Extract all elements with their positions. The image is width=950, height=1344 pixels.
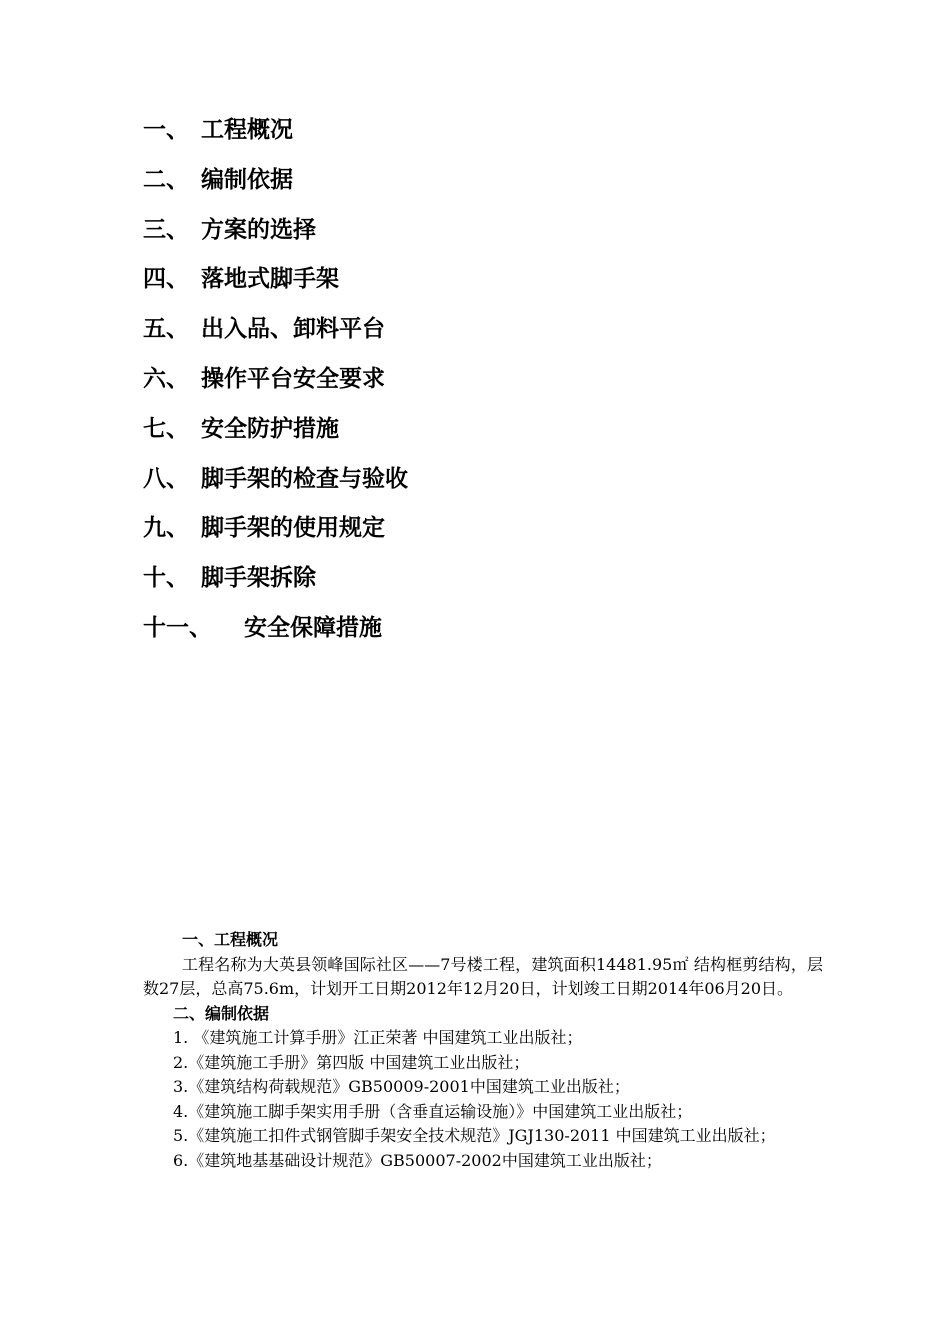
reference-item: 6.《建筑地基基础设计规范》GB50007-2002中国建筑工业出版社； — [173, 1150, 662, 1170]
toc-item-label: 安全防护措施 — [201, 415, 339, 442]
toc-item — [143, 608, 743, 658]
toc-item-label: 工程概况 — [201, 117, 293, 143]
toc-item — [143, 359, 743, 409]
toc-item-number: 五、 — [143, 316, 189, 343]
toc-item-number: 一、 — [143, 117, 189, 143]
toc-item-number: 四、 — [143, 266, 189, 293]
section-heading-basis: 二、编制依据 — [173, 1003, 270, 1023]
reference-item: 5.《建筑施工扣件式钢管脚手架安全技术规范》JGJ130-2011 中国建筑工业出版社； — [173, 1126, 776, 1145]
toc-item — [143, 110, 743, 160]
toc-item-label: 出入品、卸料平台 — [201, 316, 385, 343]
toc-item-label: 脚手架拆除 — [201, 565, 316, 592]
toc-item-number: 十、 — [143, 565, 189, 592]
section-heading-overview: 一、工程概况 — [182, 930, 279, 949]
toc-item-label: 脚手架的使用规定 — [201, 515, 385, 542]
reference-item: 4.《建筑施工脚手架实用手册（含垂直运输设施）》中国建筑工业出版社； — [173, 1101, 693, 1121]
overview-paragraph: 工程名称为大英县领峰国际社区——7号楼工程，建筑面积14481.95㎡ 结构框剪结构，层数27层，总高75.6m，计划开工日期2012年12月20日，计划竣工日期2014年06月20日。 — [143, 954, 823, 998]
toc-item-label: 方案的选择 — [201, 216, 316, 243]
toc-item — [143, 409, 743, 459]
reference-item: 3.《建筑结构荷载规范》GB50009-2001中国建筑工业出版社； — [173, 1077, 630, 1096]
table-of-contents — [143, 110, 743, 658]
toc-item-label: 落地式脚手架 — [201, 266, 339, 293]
toc-item — [143, 160, 743, 210]
toc-item-number: 八、 — [143, 465, 189, 492]
reference-item: 2.《建筑施工手册》第四版 中国建筑工业出版社； — [173, 1052, 530, 1072]
toc-item-number: 十一、 — [143, 614, 212, 641]
toc-item — [143, 459, 743, 509]
reference-item: 1. 《建筑施工计算手册》江正荣著 中国建筑工业出版社； — [173, 1028, 583, 1047]
toc-item-number: 二、 — [143, 166, 189, 193]
toc-item — [143, 309, 743, 359]
toc-item-label: 操作平台安全要求 — [201, 365, 385, 392]
toc-item-label: 编制依据 — [201, 166, 293, 193]
toc-item-number: 六、 — [143, 365, 189, 392]
toc-item-number: 七、 — [143, 415, 189, 442]
toc-item-label: 安全保障措施 — [244, 614, 382, 641]
toc-item-label: 脚手架的检查与验收 — [201, 465, 408, 492]
toc-item — [143, 259, 743, 309]
toc-item — [143, 558, 743, 608]
toc-item-number: 三、 — [143, 216, 189, 243]
toc-item — [143, 508, 743, 558]
toc-item — [143, 210, 743, 260]
document-body — [143, 928, 823, 1173]
toc-item-number: 九、 — [143, 515, 189, 542]
